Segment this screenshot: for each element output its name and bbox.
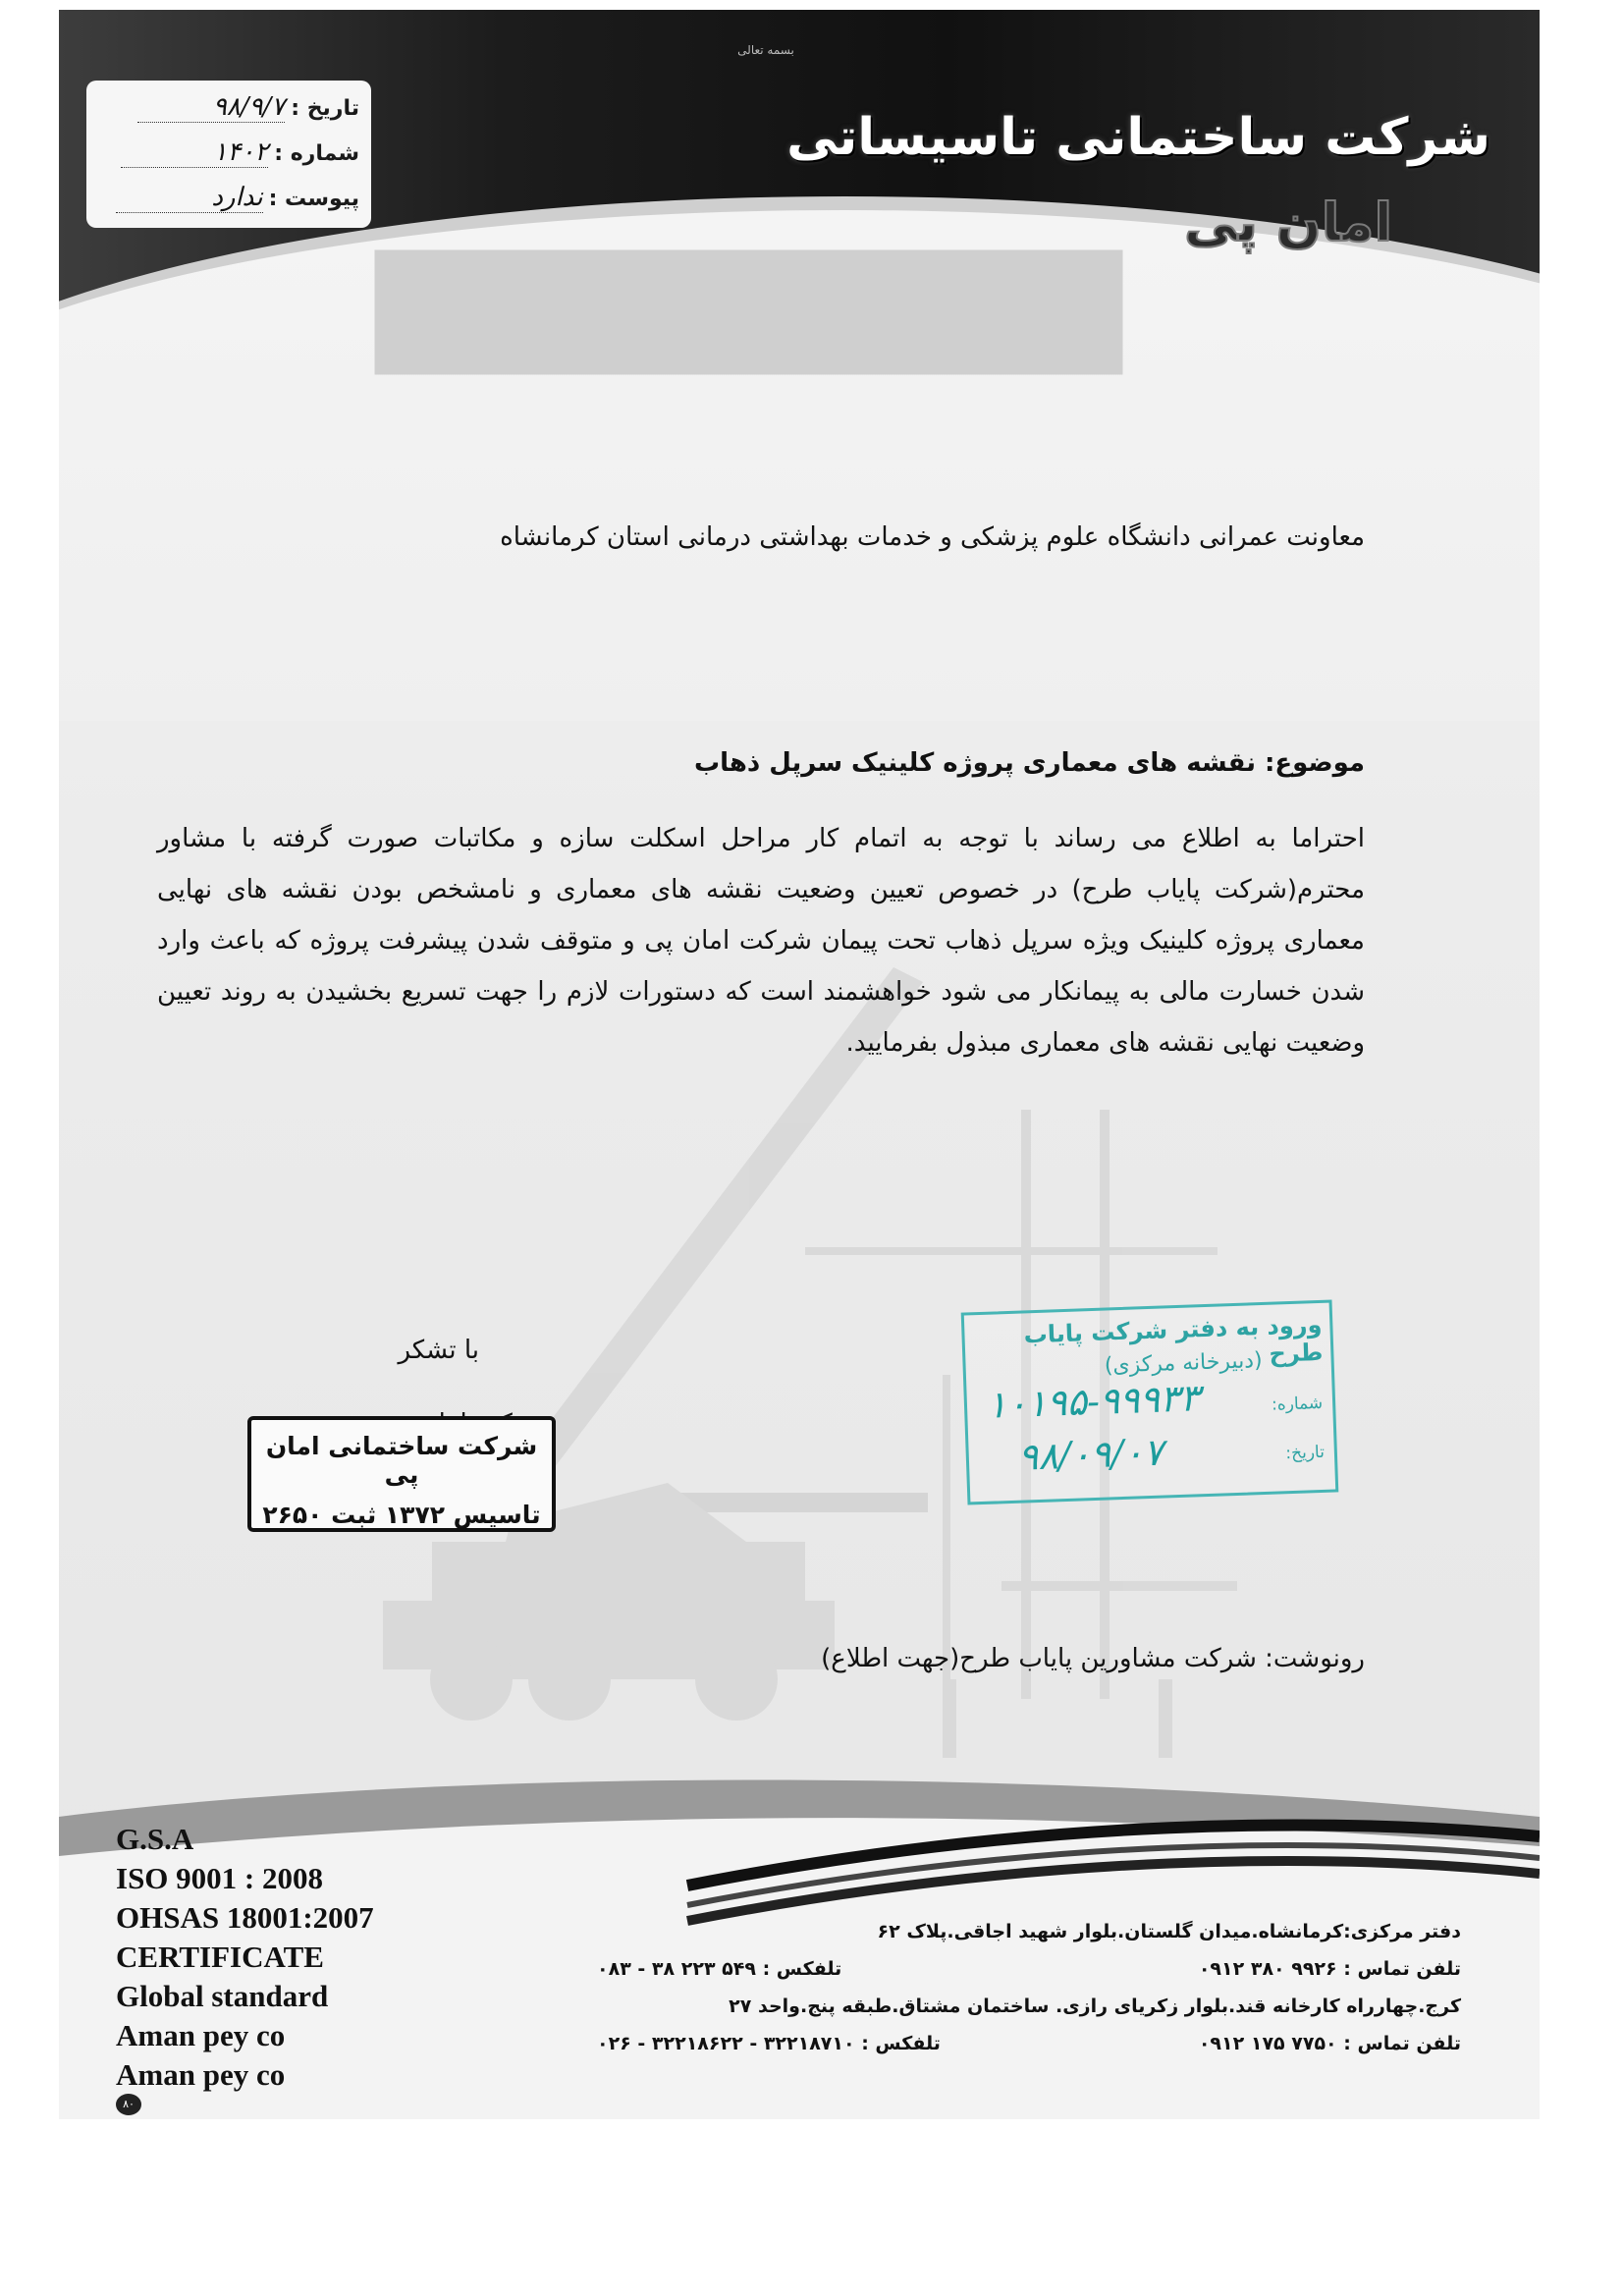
office-fax: تلفکس : ۵۴۹ ۲۲۳ ۳۸ - ۰۸۳	[597, 1958, 842, 1980]
company-title: شرکت ساختمانی تاسیساتی	[786, 108, 1490, 167]
number-value: ۱۴۰۲	[121, 137, 268, 168]
received-stamp	[961, 1299, 1339, 1504]
attachment-value: ندارد	[116, 183, 263, 213]
letterhead-sheet	[59, 10, 1540, 2119]
karaj-address: کرج.چهارراه کارخانه قند.بلوار زکریای رازی. ساختمان مشتاق.طبقه پنج.واحد ۲۷	[729, 1995, 1461, 2017]
top-small-text: بسمه تعالی	[737, 43, 794, 57]
office-address: دفتر مرکزی:کرمانشاه.میدان گلستان.بلوار شهید اجاقی.پلاک ۶۲	[877, 1921, 1461, 1942]
seal-line-2: تاسیس ۱۳۷۲ ثبت ۲۶۵۰	[262, 1501, 541, 1529]
certifications-list	[116, 1820, 374, 2095]
recipient-line: معاونت عمرانی دانشگاه علوم پزشکی و خدمات بهداشتی درمانی استان کرمانشاه	[500, 522, 1365, 552]
stamp-number-label: شماره:	[1271, 1393, 1324, 1415]
karaj-fax: تلفکس : ۳۲۲۱۸۷۱۰ - ۳۲۲۱۸۶۲۲ - ۰۲۶	[597, 2033, 941, 2054]
letter-body: احتراما به اطلاع می رساند با توجه به اتمام کار مراحل اسکلت سازه و مکاتبات صورت گرفته با مشاور محترم(شرکت پایاب طرح) در خصوص تعیین وضعیت نقشه های معماری و نامشخص بودن نقشه های نهایی معماری پروژه کلینیک ویژه سرپل ذهاب تحت پیمان شرکت امان پی و متوقف شدن پیشرفت پروژه که باعث وارد شدن خسارت مالی به پیمانکار می شود خواهشمند است که دستورات لازم را جهت تسریع بخشیدن به روند تعیین وضعیت نهایی نقشه های معماری مبذول بفرمایید.	[157, 824, 1365, 1058]
cert-line: CERTIFICATE	[116, 1940, 324, 1974]
cert-line: ISO 9001 : 2008	[116, 1861, 323, 1895]
stamp-date-value: ۹۸/۰۹/۰۷	[1017, 1430, 1164, 1479]
stamp-subtitle: (دبیرخانه مرکزی)	[1104, 1347, 1264, 1379]
subject-line: موضوع: نقشه های معماری پروژه کلینیک سرپل ذهاب	[693, 748, 1365, 778]
cert-line: G.S.A	[116, 1822, 194, 1856]
company-seal	[247, 1416, 556, 1532]
date-label: تاریخ :	[291, 96, 359, 121]
page-badge: ۸۰	[116, 2094, 141, 2115]
number-label: شماره :	[274, 141, 359, 166]
date-value: ۹۸/۹/۷	[137, 92, 285, 123]
cert-line: Global standard	[116, 1979, 329, 2013]
karaj-phone: تلفن تماس : ۷۷۵۰ ۱۷۵ ۰۹۱۲	[1198, 2033, 1461, 2054]
cert-line: Aman pey co	[116, 2018, 286, 2052]
address-block	[597, 1913, 1461, 2062]
stamp-date-label: تاریخ:	[1284, 1442, 1326, 1464]
cert-line: OHSAS 18001:2007	[116, 1900, 374, 1935]
attachment-label: پیوست :	[268, 187, 359, 211]
company-subtitle: امان پی	[1183, 191, 1392, 253]
office-phone: تلفن تماس : ۹۹۲۶ ۳۸۰ ۰۹۱۲	[1198, 1958, 1461, 1980]
cert-line: Aman pey co	[116, 2057, 286, 2092]
cc-line: رونوشت: شرکت مشاورین پایاب طرح(جهت اطلاع)	[821, 1644, 1365, 1673]
stamp-number-value: ۱۰۱۹۵-۹۹۹۳۳	[986, 1376, 1201, 1427]
seal-line-1: شرکت ساختمانی امان پی	[265, 1432, 538, 1489]
closing-line: با تشکر	[398, 1336, 479, 1365]
karaj-contact-row	[597, 2025, 1461, 2062]
stamp-title: ورود به دفتر شرکت پایاب طرح	[1023, 1310, 1324, 1368]
office-contact-row	[597, 1950, 1461, 1988]
